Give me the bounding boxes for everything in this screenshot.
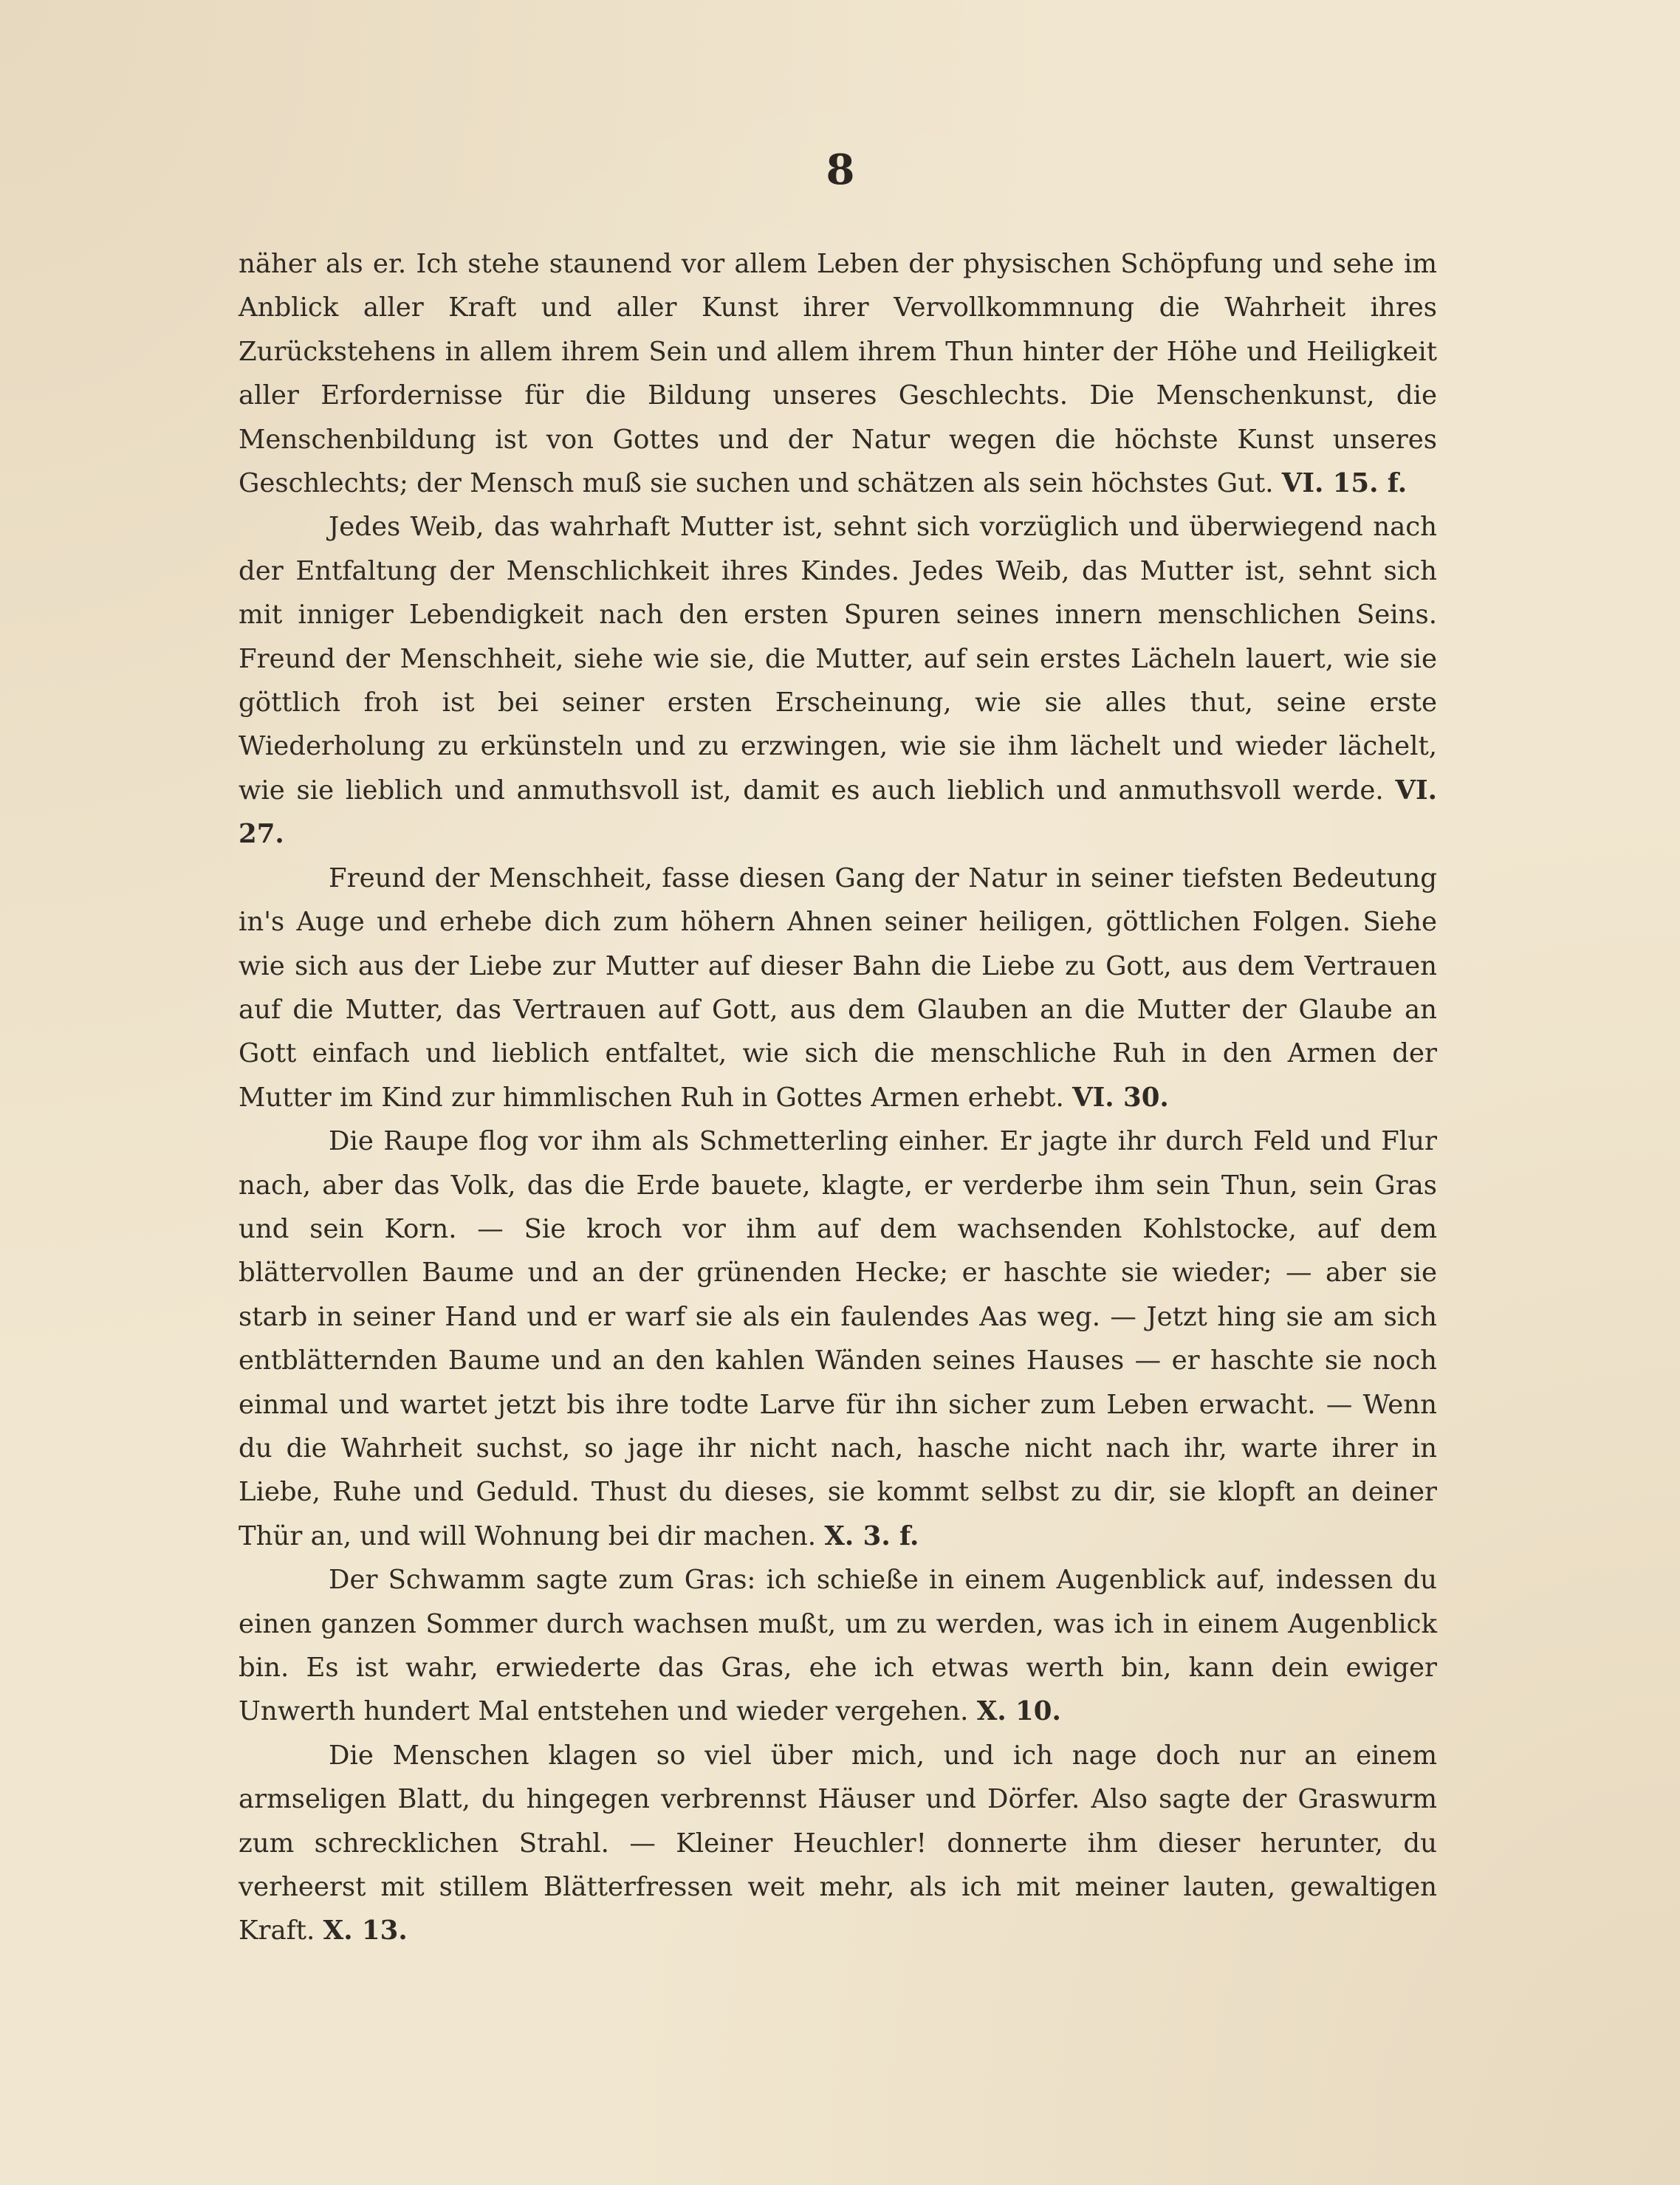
paragraph-text: Der Schwamm sagte zum Gras: ich schieße in einem Augenblick auf, indessen du einen ganzen Sommer durch wachsen mußt, um zu werden, was ich in einem Augenblick bin. Es ist wahr, erwiederte das Gras, ehe ich etwas werth bin, kann dein ewiger Unwerth hundert Mal entstehen und wieder vergehen. xyxy=(239,1565,1437,1727)
paragraph-text: näher als er. Ich stehe staunend vor allem Leben der physischen Schöpfung und sehe im Anblick aller Kraft und aller Kunst ihrer Vervollkommnung die Wahrheit ihres Zurückstehens in allem ihrem Sein und allem ihrem Thun hinter der Höhe und Heiligkeit aller Erfordernisse für die Bildung unseres Geschlechts. Die Menschenkunst, die Menschenbildung ist von Gottes und der Natur wegen die höchste Kunst unseres Geschlechts; der Mensch muß sie suchen und schätzen als sein höchstes Gut. xyxy=(239,249,1437,499)
body-text xyxy=(239,242,1437,1953)
volume-reference: VI. 15. f. xyxy=(1281,468,1408,499)
paragraph xyxy=(239,1558,1437,1734)
paragraph xyxy=(239,857,1437,1119)
page-number: 8 xyxy=(826,145,855,194)
volume-reference: X. 3. f. xyxy=(824,1520,919,1551)
paragraph-text: Jedes Weib, das wahrhaft Mutter ist, sehnt sich vorzüglich und überwiegend nach der Entfaltung der Menschlichkeit ihres Kindes. Jedes Weib, das Mutter ist, sehnt sich mit inniger Lebendigkeit nach den ersten Spuren seines innern menschlichen Seins. Freund der Menschheit, siehe wie sie, die Mutter, auf sein erstes Lächeln lauert, wie sie göttlich froh ist bei seiner ersten Erscheinung, wie sie alles thut, seine erste Wiederholung zu erkünsteln und zu erzwingen, wie sie ihm lächelt und wieder lächelt, wie sie lieblich und anmuthsvoll ist, damit es auch lieblich und anmuthsvoll werde. xyxy=(239,512,1437,806)
paragraph xyxy=(239,505,1437,856)
volume-reference: X. 10. xyxy=(976,1696,1061,1727)
volume-reference: VI. 30. xyxy=(1072,1082,1169,1113)
paragraph-text: Die Menschen klagen so viel über mich, und ich nage doch nur an einem armseligen Blatt, du hingegen verbrennst Häuser und Dörfer. Also sagte der Graswurm zum schrecklichen Strahl. — Kleiner Heuchler! donnerte ihm dieser herunter, du verheerst mit stillem Blätterfressen weit mehr, als ich mit meiner lauten, gewaltigen Kraft. xyxy=(239,1740,1437,1946)
paragraph xyxy=(239,242,1437,505)
volume-reference: VI. 27. xyxy=(239,775,1437,850)
paragraph-text: Freund der Menschheit, fasse diesen Gang der Natur in seiner tiefsten Bedeutung in's Auge und erhebe dich zum höhern Ahnen seiner heiligen, göttlichen Folgen. Siehe wie sich aus der Liebe zur Mutter auf dieser Bahn die Liebe zu Gott, aus dem Vertrauen auf die Mutter, das Vertrauen auf Gott, aus dem Glauben an die Mutter der Glaube an Gott einfach und lieblich entfaltet, wie sich die menschliche Ruh in den Armen der Mutter im Kind zur himmlischen Ruh in Gottes Armen erhebt. xyxy=(239,862,1437,1113)
paragraph-text: Die Raupe flog vor ihm als Schmetterling einher. Er jagte ihr durch Feld und Flur nach, aber das Volk, das die Erde bauete, klagte, er verderbe ihm sein Thun, sein Gras und sein Korn. — Sie kroch vor ihm auf dem wachsenden Kohlstocke, auf dem blättervollen Baume und an der grünenden Hecke; er haschte sie wieder; — aber sie starb in seiner Hand und er warf sie als ein faulendes Aas weg. — Jetzt hing sie am sich entblätternden Baume und an den kahlen Wänden seines Hauses — er haschte sie noch einmal und wartet jetzt bis ihre todte Larve für ihn sicher zum Leben erwacht. — Wenn du die Wahrheit suchst, so jage ihr nicht nach, hasche nicht nach ihr, warte ihrer in Liebe, Ruhe und Geduld. Thust du dieses, sie kommt selbst zu dir, sie klopft an deiner Thür an, und will Wohnung bei dir machen. xyxy=(239,1126,1437,1551)
volume-reference: X. 13. xyxy=(323,1915,408,1946)
paragraph xyxy=(239,1119,1437,1558)
paragraph xyxy=(239,1734,1437,1953)
